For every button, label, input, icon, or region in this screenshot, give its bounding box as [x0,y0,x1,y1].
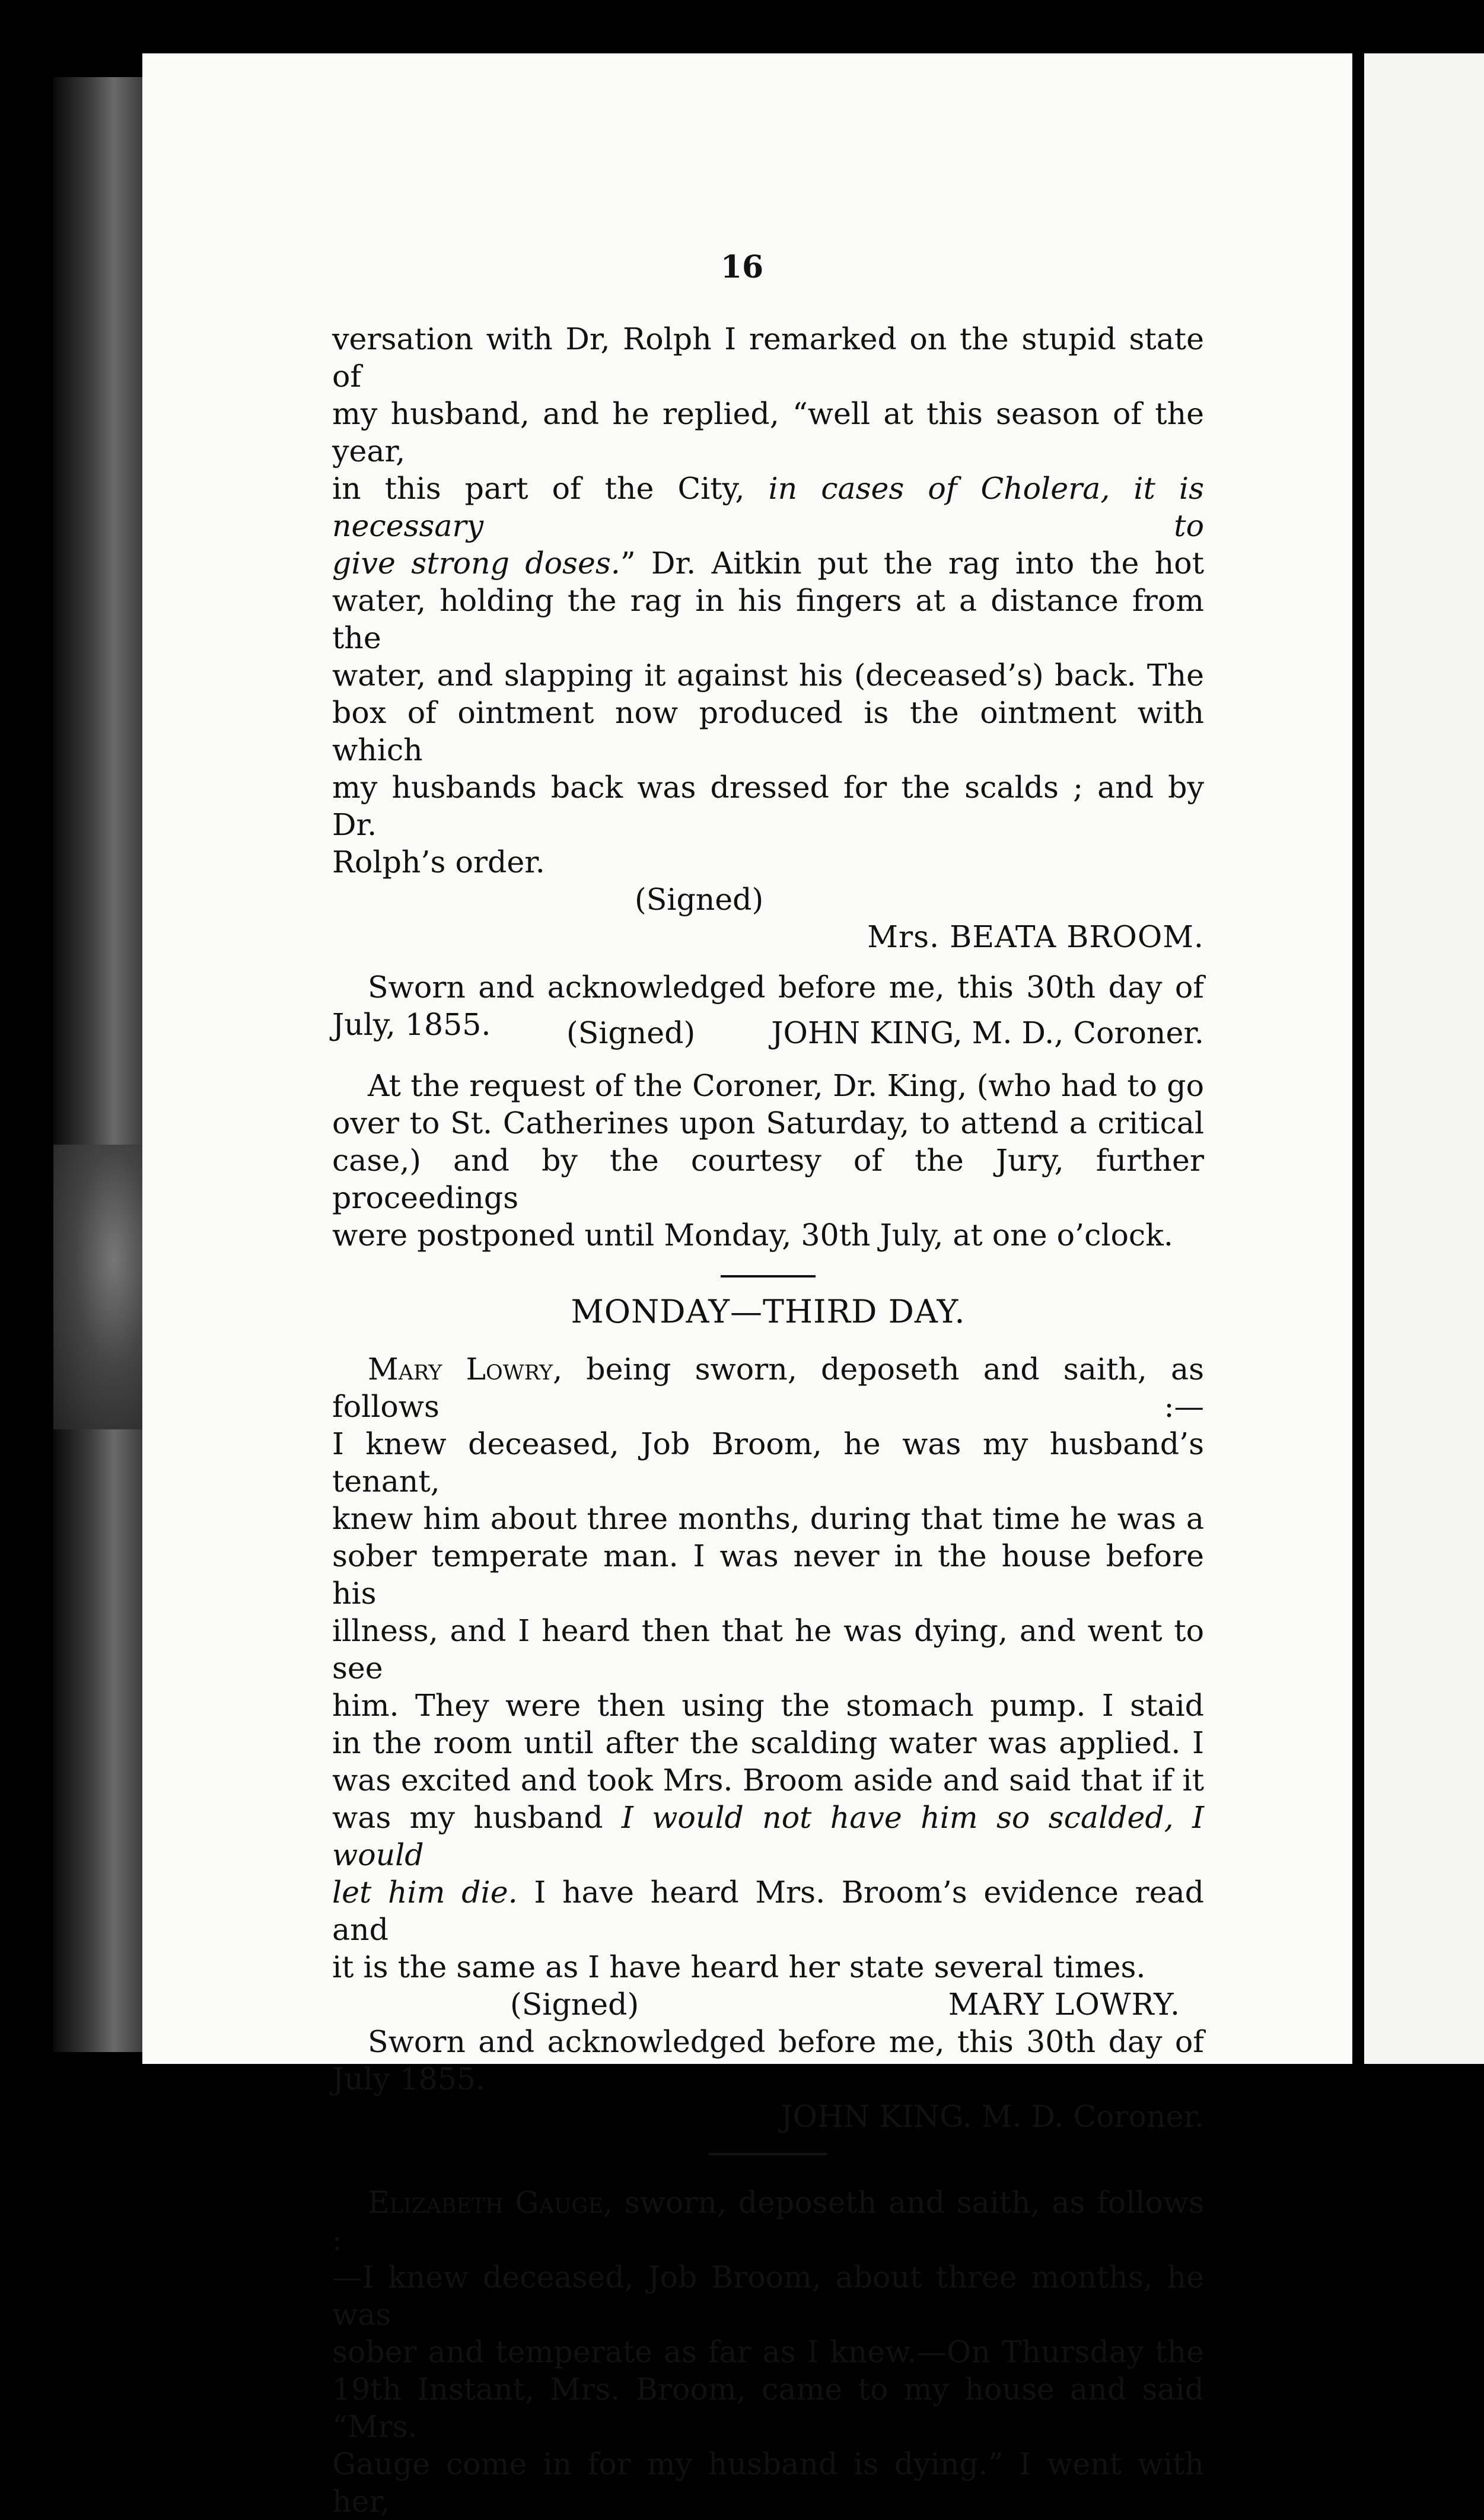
sworn-statement-2 [332,2023,1204,2098]
section-heading: MONDAY—THIRD DAY. [571,1293,966,1330]
text-line: in the room until after the scalding water was applied. I [332,1725,1204,1760]
text-line: box of ointment now produced is the ointment with which [332,695,1204,767]
text-line: I knew deceased, Job Broom, he was my husband’s tenant, [332,1426,1204,1499]
coroner-signature: JOHN KING, M. D., Coroner. [771,1015,1204,1050]
page-text [332,320,1204,2520]
signature-name-row-1 [332,918,1204,955]
text-line: Elizabeth Gauge, sworn, deposeth and saith, as follows : [332,2185,1204,2257]
text-line: my husbands back was dressed for the scalds ; and by Dr. [332,770,1204,842]
text-line: over to St. Catherines upon Saturday, to attend a critical [332,1106,1204,1140]
facing-page-edge [1364,53,1484,2064]
signatory-name: Mrs. BEATA BROOM. [867,919,1204,954]
coroner-signature: JOHN KING. M. D. Coroner. [781,2099,1204,2134]
paragraph-2 [332,1067,1204,1254]
signature-block-2 [332,1986,1204,2023]
text-line: water, and slapping it against his (deceased’s) back. The [332,658,1204,693]
signatory-name: MARY LOWRY. [948,1987,1180,2022]
text-line: versation with Dr, Rolph I remarked on the stupid state of [332,321,1204,394]
section-rule [709,2153,827,2155]
signed-label: (Signed) [635,882,764,917]
text-line: sober temperate man. I was never in the house before his [332,1538,1204,1611]
page-number: 16 [720,249,764,285]
paragraph-1 [332,320,1204,881]
text-line: my husband, and he replied, “well at this season of the year, [332,396,1204,469]
coroner-row-2 [332,2098,1204,2135]
text-line: let him die. I have heard Mrs. Broom’s evidence read and [332,1875,1204,1947]
deponent-name: Elizabeth Gauge [368,2185,603,2220]
text-line: knew him about three months, during that time he was a [332,1501,1204,1536]
text-line: were postponed until Monday, 30th July, at one o’clock. [332,1218,1173,1253]
text-line: give strong doses.” Dr. Aitkin put the rag into the hot [332,546,1204,581]
binding-stain [53,1145,154,1429]
text-line: Sworn and acknowledged before me, this 30th day of [368,970,1204,1005]
text-line: case,) and by the courtesy of the Jury, further proceedings [332,1143,1204,1215]
text-line: Mary Lowry, being sworn, deposeth and saith, as follows :— [332,1352,1204,1424]
deponent-name: Mary Lowry [368,1352,553,1387]
text-line: him. They were then using the stomach pump. I staid [332,1688,1204,1723]
book-binding [53,77,154,2052]
text-line: 19th Instant, Mrs. Broom, came to my house and said “Mrs. [332,2372,1204,2444]
sworn-date: July, 1855. [332,1007,491,1042]
text-line: it is the same as I have heard her state several times. [332,1949,1146,1984]
text-line: illness, and I heard then that he was dying, and went to see [332,1613,1204,1686]
sworn-statement-1 [332,969,1204,1006]
sworn-row-1 [332,1006,1204,1050]
text-line: Gauge come in for my husband is dying.” I went with her, [332,2446,1204,2519]
text-line: was my husband I would not have him so scalded, I would [332,1800,1204,1872]
section-rule [721,1275,816,1277]
signed-label: (Signed) [510,1987,639,2022]
text-line: water, holding the rag in his fingers at a distance from the [332,583,1204,655]
paragraph-3 [332,1350,1204,1986]
paragraph-4 [332,2184,1204,2520]
text-line: —I knew deceased, Job Broom, about three months, he was [332,2260,1204,2332]
text-line: was excited and took Mrs. Broom aside and said that if it [332,1763,1204,1798]
signed-label: (Signed) [566,1015,696,1050]
text-line: Rolph’s order. [332,845,545,880]
text-line: sober and temperate as far as I knew.—On Thursday the [332,2334,1204,2369]
text-line: July 1855. [332,2062,486,2097]
text-line: in this part of the City, in cases of Cholera, it is necessary to [332,471,1204,543]
text-line: At the request of the Coroner, Dr. King, (who had to go [368,1068,1204,1103]
text-line: Sworn and acknowledged before me, this 30th day of [368,2024,1204,2059]
signature-block-1 [332,881,1204,918]
